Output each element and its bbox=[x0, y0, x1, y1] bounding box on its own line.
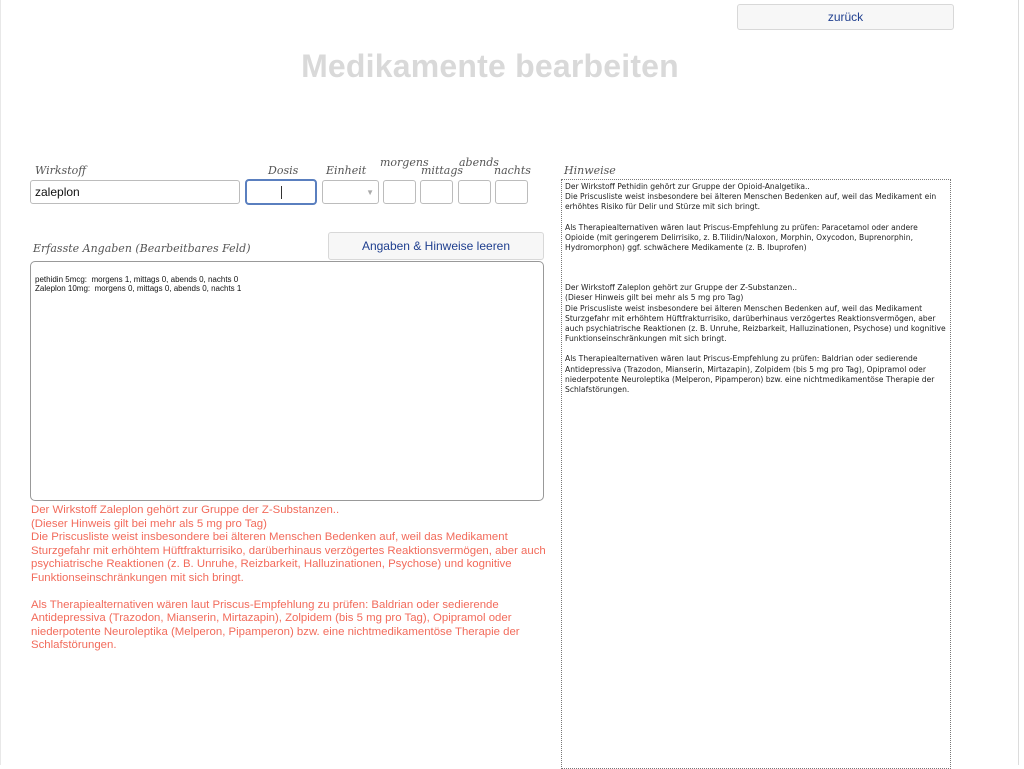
nachts-input[interactable] bbox=[495, 180, 528, 204]
erfasst-textarea[interactable] bbox=[30, 261, 544, 501]
hinweise-label: Hinweise bbox=[564, 164, 616, 177]
erfasst-line: pethidin 5mcg: morgens 1, mittags 0, abends 0, nachts 0 bbox=[35, 275, 239, 284]
einheit-select[interactable] bbox=[322, 180, 379, 204]
dropdown-arrow-icon: ▼ bbox=[366, 188, 374, 197]
abends-label: abends bbox=[459, 156, 499, 169]
clear-button[interactable]: Angaben & Hinweise leeren bbox=[328, 232, 544, 260]
morgens-label: morgens bbox=[380, 156, 429, 169]
abends-input[interactable] bbox=[458, 180, 491, 204]
erfasst-line: Zaleplon 10mg: morgens 0, mittags 0, abends 0, nachts 1 bbox=[35, 284, 242, 293]
mittags-label: mittags bbox=[421, 164, 464, 177]
warning-text bbox=[31, 504, 551, 666]
wirkstoff-input[interactable]: zaleplon bbox=[30, 180, 240, 204]
warning-line: Der Wirkstoff Zaleplon gehört zur Gruppe der Z-Substanzen.. bbox=[31, 504, 340, 516]
hinweis-text: Die Priscusliste weist insbesondere bei älteren Menschen Bedenken auf, weil das Medikament Sturzgefahr mit erhöhtem Hüftfrakturrisiko, darüberhinaus verzögertes Reaktionsvermögen, aber auch psychiatrische Reaktionen (z. B. Unruhe, Reizbarkeit, Halluzinationen, Psychose) und kognitive Funktionseinschränkungen mit sich bringt. bbox=[565, 303, 946, 344]
hinweis-text: Der Wirkstoff Pethidin gehört zur Gruppe der Opioid-Analgetika.. bbox=[565, 182, 810, 191]
text-caret bbox=[281, 186, 282, 199]
wirkstoff-label: Wirkstoff bbox=[35, 164, 87, 177]
einheit-label: Einheit bbox=[326, 164, 367, 177]
back-button[interactable]: zurück bbox=[737, 4, 954, 30]
spacer bbox=[565, 253, 948, 283]
hinweise-panel[interactable] bbox=[561, 179, 951, 769]
warning-paragraph: Als Therapiealternativen wären laut Priscus-Empfehlung zu prüfen: Baldrian oder sedierende Antidepressiva (Trazodon, Mianserin, Mirtazapin), Zolpidem (bis 5 mg pro Tag), Opipramol oder niederpotente Neuroleptika (Melperon, Pipamperon) bzw. eine nichtmedikamentöse Therapie der Schlafstörungen. bbox=[31, 598, 520, 651]
hinweis-text: Als Therapiealternativen wären laut Priscus-Empfehlung zu prüfen: Baldrian oder sedierende Antidepressiva (Trazodon, Mianserin, Mirtazapin), Zolpidem (bis 5 mg pro Tag), Opipramol oder niederpotente Neuroleptika (Melperon, Pipamperon) bzw. eine nichtmedikamentöse Therapie der Schlafstörungen. bbox=[565, 354, 935, 395]
dosis-input[interactable] bbox=[245, 179, 317, 205]
hinweis-text: (Dieser Hinweis gilt bei mehr als 5 mg pro Tag) bbox=[565, 293, 744, 303]
window-right-edge bbox=[1018, 0, 1019, 765]
spacer bbox=[565, 344, 948, 354]
hinweis-text: Der Wirkstoff Zaleplon gehört zur Gruppe der Z-Substanzen.. bbox=[565, 283, 798, 293]
dosis-label: Dosis bbox=[268, 164, 299, 177]
erfasst-label: Erfasste Angaben (Bearbeitbares Feld) bbox=[33, 242, 251, 255]
nachts-label: nachts bbox=[494, 164, 531, 177]
hinweis-text: Als Therapiealternativen wären laut Priscus-Empfehlung zu prüfen: Paracetamol oder andere Opioide (mit geringerem Delirrisiko, z. B.Tilidin/Naloxon, Morphin, Oxycodon, Buprenorphin, Hydromorphon) ggf. schwächere Medikamente (z. B. Ibuprofen) bbox=[565, 222, 918, 253]
warning-paragraph: Die Priscusliste weist insbesondere bei älteren Menschen Bedenken auf, weil das Medikament Sturzgefahr mit erhöhtem Hüftfrakturrisiko, darüberhinaus verzögertes Reaktionsvermögen, aber auch psychiatrische Reaktionen (z. B. Unruhe, Reizbarkeit, Halluzinationen, Psychose) und kognitive Funktionseinschränkungen mit sich bringt. bbox=[31, 531, 546, 584]
page-title: Medikamente bearbeiten bbox=[301, 48, 679, 84]
spacer bbox=[565, 213, 948, 223]
mittags-input[interactable] bbox=[420, 180, 453, 204]
hinweis-text: Die Priscusliste weist insbesondere bei älteren Menschen Bedenken auf, weil das Medikament ein erhöhtes Risiko für Delir und Stürze mit sich bringt. bbox=[565, 192, 937, 212]
warning-line: (Dieser Hinweis gilt bei mehr als 5 mg pro Tag) bbox=[31, 517, 267, 530]
morgens-input[interactable] bbox=[383, 180, 416, 204]
window-left-edge bbox=[0, 0, 1, 765]
